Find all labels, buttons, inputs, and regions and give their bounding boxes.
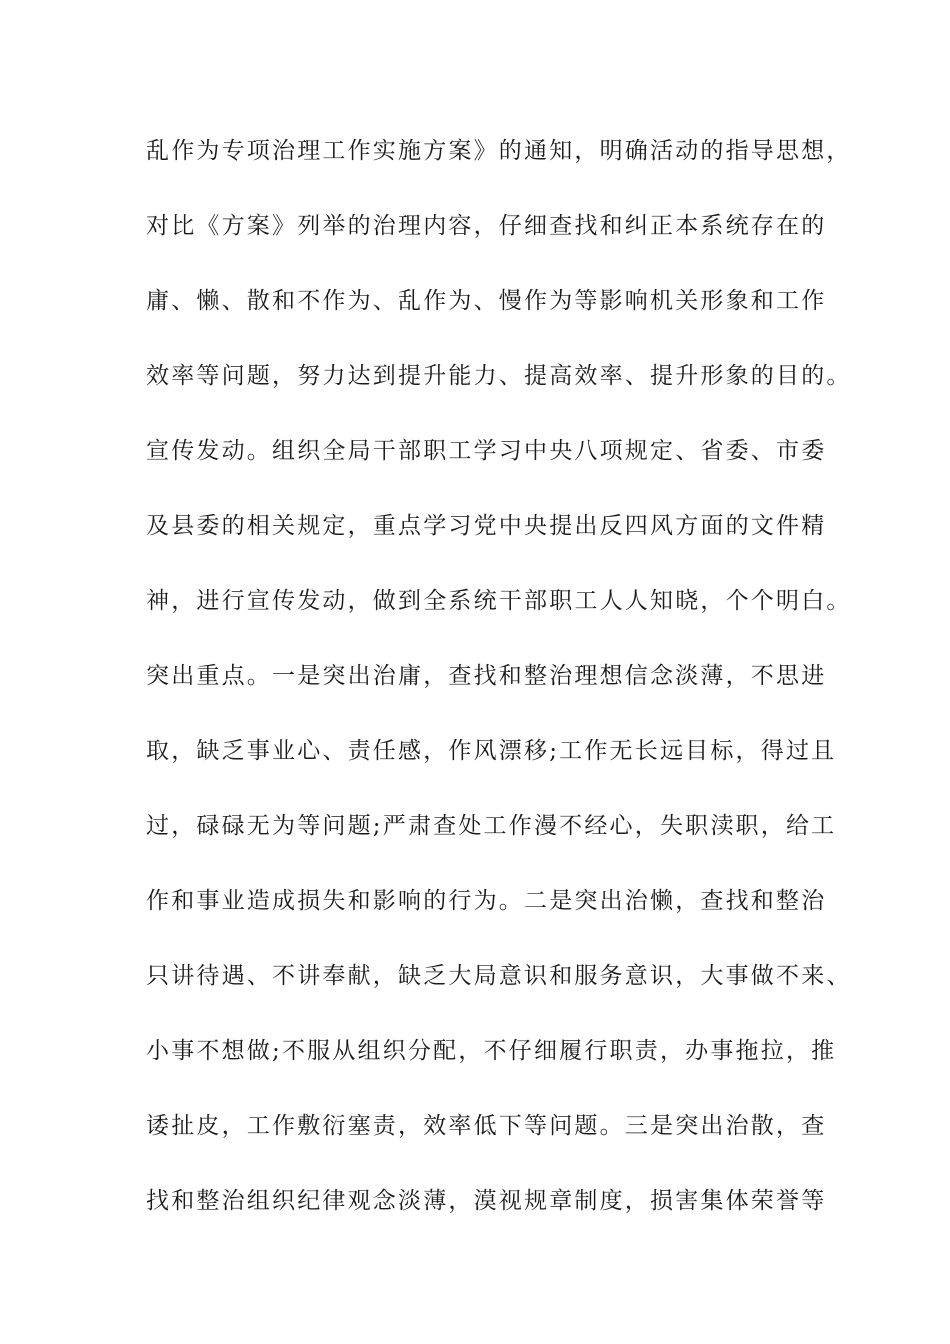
body-text <box>146 131 852 1256</box>
text-line: 及县委的相关规定，重点学习党中央提出反四风方面的文件精 <box>146 513 827 539</box>
text-line: 找和整治组织纪律观念淡薄，漠视规章制度，损害集体荣誉等 <box>146 1188 827 1214</box>
text-line: 只讲待遇、不讲奉献，缺乏大局意识和服务意识，大事做不来、 <box>146 963 852 989</box>
text-line: 神，进行宣传发动，做到全系统干部职工人人知晓，个个明白。 <box>146 588 852 614</box>
text-line: 庸、懒、散和不作为、乱作为、慢作为等影响机关形象和工作 <box>146 288 827 314</box>
text-line: 取，缺乏事业心、责任感，作风漂移;工作无长远目标，得过且 <box>146 738 837 764</box>
text-line: 过，碌碌无为等问题;严肃查处工作漫不经心，失职渎职，给工 <box>146 813 837 839</box>
text-line: 小事不想做;不服从组织分配，不仔细履行职责，办事拖拉，推 <box>146 1038 837 1064</box>
text-line: 乱作为专项治理工作实施方案》的通知，明确活动的指导思想， <box>146 138 852 164</box>
text-line: 作和事业造成损失和影响的行为。二是突出治懒，查找和整治 <box>146 888 827 914</box>
text-line: 诿扯皮，工作敷衍塞责，效率低下等问题。三是突出治散，查 <box>146 1113 827 1139</box>
text-line: 突出重点。一是突出治庸，查找和整治理想信念淡薄，不思进 <box>146 663 827 689</box>
text-line: 对比《方案》列举的治理内容，仔细查找和纠正本系统存在的 <box>146 213 827 239</box>
text-line: 宣传发动。组织全局干部职工学习中央八项规定、省委、市委 <box>146 438 827 464</box>
text-line: 效率等问题，努力达到提升能力、提高效率、提升形象的目的。 <box>146 363 852 389</box>
